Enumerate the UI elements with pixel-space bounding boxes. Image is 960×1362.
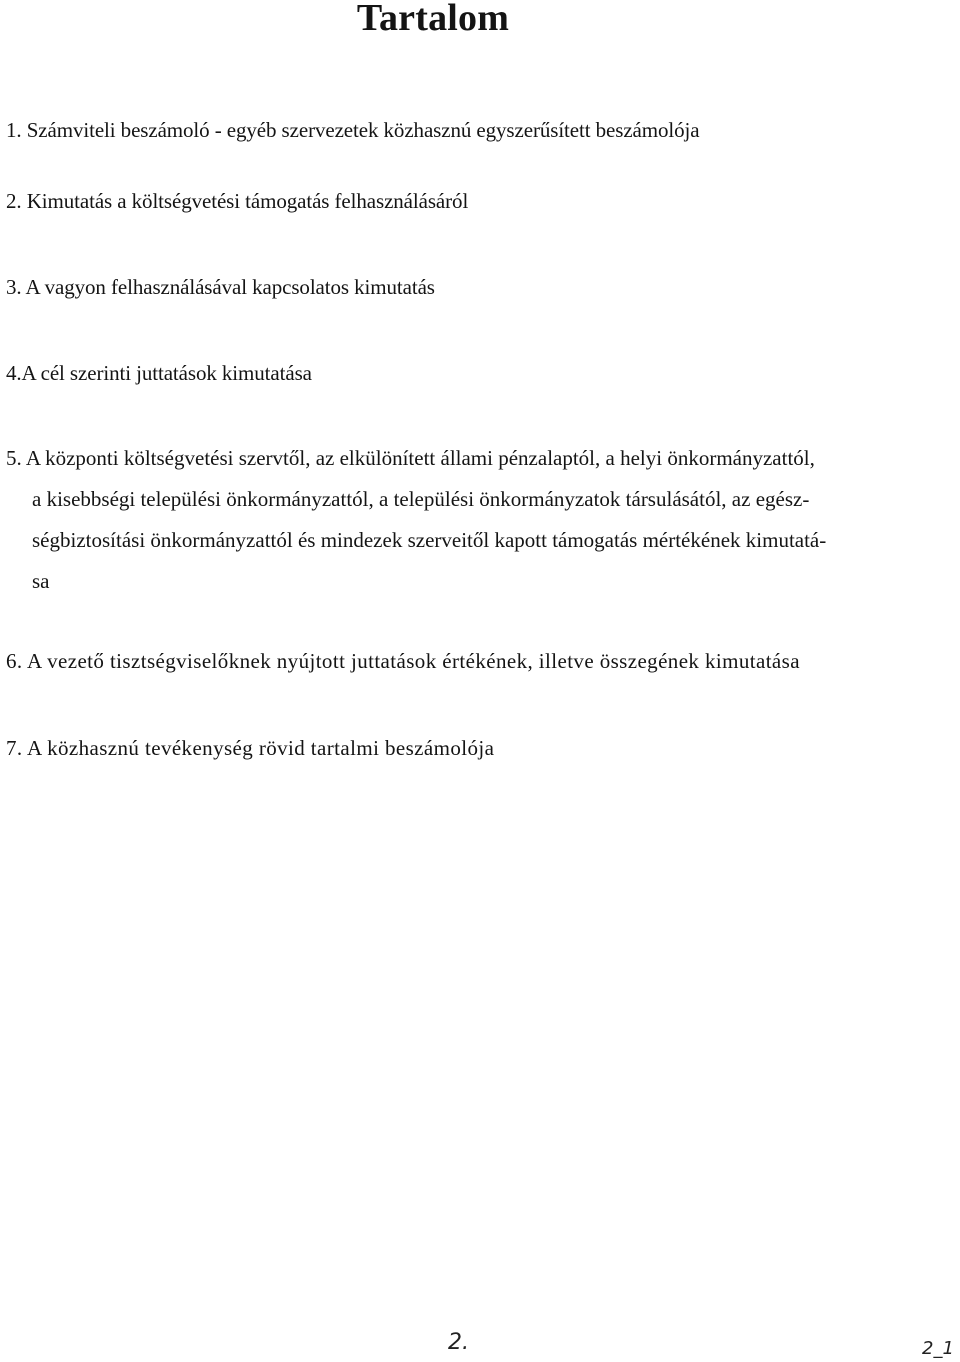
toc-item-3: 3. A vagyon felhasználásával kapcsolatos kimutatás — [6, 275, 435, 299]
toc-item-5 — [6, 438, 906, 602]
toc-item-5-line: 5. A központi költségvetési szervtől, az elkülönített állami pénzalaptól, a helyi önkormányzattól, — [6, 446, 815, 470]
toc-item-4: 4.A cél szerinti juttatások kimutatása — [6, 361, 312, 385]
toc-item-5-line: a kisebbségi települési önkormányzattól, a települési önkormányzatok társulásától, az egész- — [32, 487, 810, 511]
toc-item-6: 6. A vezető tisztségviselőknek nyújtott juttatások értékének, illetve összegének kimutatása — [6, 649, 800, 673]
toc-item-7: 7. A közhasznú tevékenység rövid tartalmi beszámolója — [6, 736, 495, 760]
page-title: Tartalom — [356, 0, 510, 39]
toc-item-2: 2. Kimutatás a költségvetési támogatás felhasználásáról — [6, 189, 469, 213]
handwritten-mark: 2_1 — [922, 1338, 954, 1359]
toc-item-5-line: sa — [32, 569, 50, 593]
toc-item-1: 1. Számviteli beszámoló - egyéb szervezetek közhasznú egyszerűsített beszámolója — [6, 118, 700, 142]
handwritten-page-number: 2. — [448, 1330, 469, 1355]
toc-item-5-line: ségbiztosítási önkormányzattól és mindezek szerveitől kapott támogatás mértékének kimutatá- — [32, 528, 827, 552]
